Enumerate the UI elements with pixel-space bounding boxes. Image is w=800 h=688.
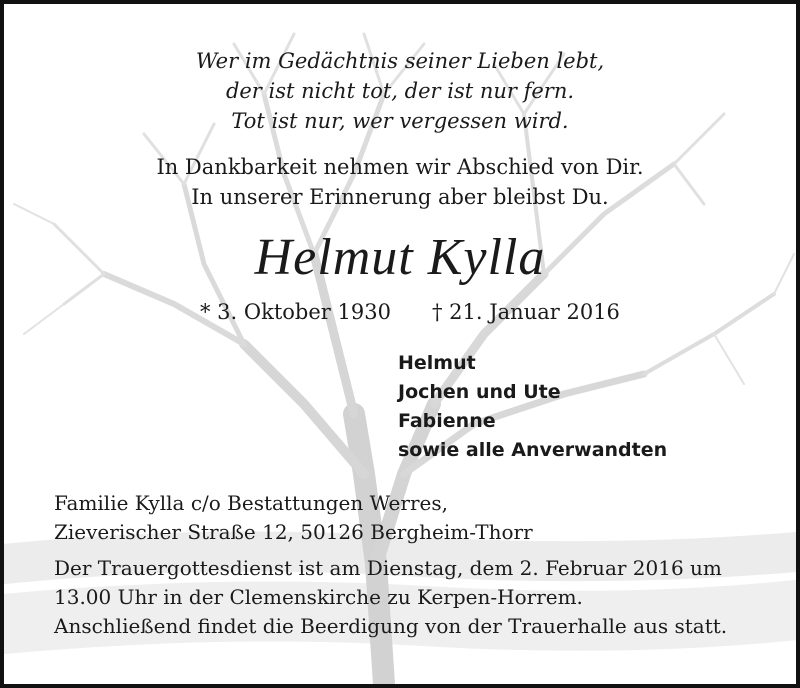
service-line: Anschließend findet die Beerdigung von der Trauerhalle aus statt. xyxy=(54,614,728,638)
quote-line: Tot ist nur, wer vergessen wird. xyxy=(231,109,569,133)
farewell-line: In unserer Erinnerung aber bleibst Du. xyxy=(191,185,609,209)
mourner-name: sowie alle Anverwandten xyxy=(398,439,668,461)
service-line: 13.00 Uhr in der Clemenskirche zu Kerpen-Horrem. xyxy=(54,585,583,609)
service-line: Der Trauergottesdienst ist am Dienstag, dem 2. Februar 2016 um xyxy=(54,556,722,580)
service-info xyxy=(54,554,764,641)
mourner-name: Fabienne xyxy=(398,410,496,432)
birth-date: * 3. Oktober 1930 xyxy=(200,300,391,324)
mourner-name: Jochen und Ute xyxy=(398,381,561,403)
death-date: † 21. Januar 2016 xyxy=(432,300,620,324)
address-line: Zieverischer Straße 12, 50126 Bergheim-Thorr xyxy=(54,520,533,544)
deceased-name: Helmut Kylla xyxy=(254,229,546,286)
address-line: Familie Kylla c/o Bestattungen Werres, xyxy=(54,491,448,515)
quote-line: der ist nicht tot, der ist nur fern. xyxy=(225,79,575,103)
farewell-text xyxy=(4,152,796,212)
memorial-quote xyxy=(4,46,796,136)
quote-line: Wer im Gedächtnis seiner Lieben lebt, xyxy=(195,49,605,73)
farewell-line: In Dankbarkeit nehmen wir Abschied von Dir. xyxy=(156,155,644,179)
mourners-list xyxy=(398,349,667,465)
contact-address xyxy=(54,489,533,547)
mourner-name: Helmut xyxy=(398,352,476,374)
